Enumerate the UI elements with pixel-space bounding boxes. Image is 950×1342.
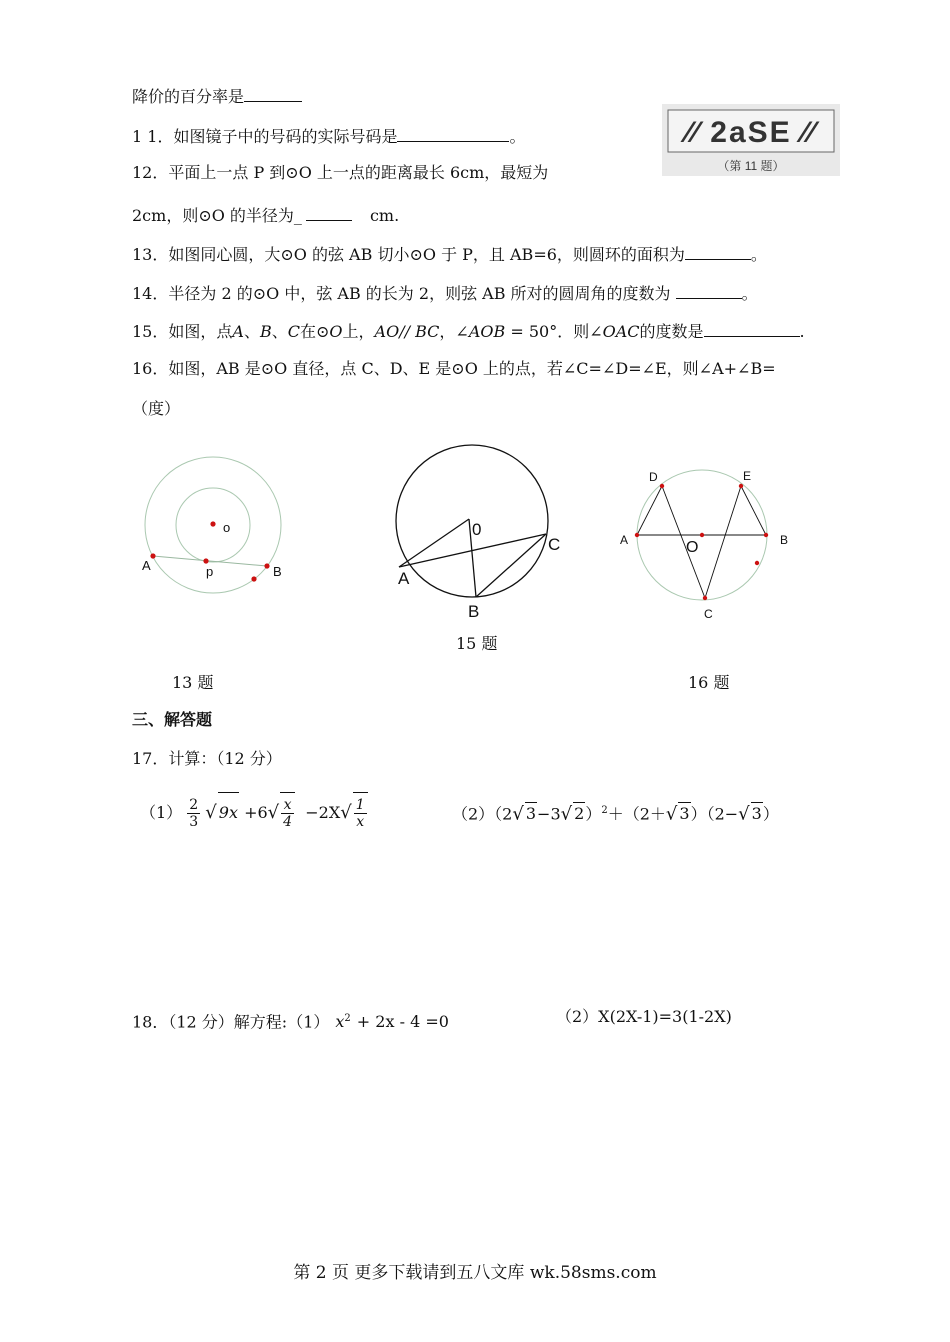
fig16-point-extra [755, 561, 759, 565]
q17-p2-label: （2）（2 [452, 804, 513, 824]
q17-p1-radicand-3 [353, 792, 368, 833]
q15-point-c: C [287, 322, 300, 341]
fig13-point-b [264, 563, 269, 568]
q15-tail: 的度数是 [639, 322, 704, 341]
fig13-caption: 13 题 [172, 673, 214, 692]
fig15-segment-bc [476, 534, 546, 597]
q14-text: 14．半径为 2 的⊙O 中，弦 AB 的长为 2，则弦 AB 所对的圆周角的度数为 [132, 284, 671, 303]
question-12-line1 [132, 162, 548, 184]
q17-p1-minus: −2X [305, 803, 341, 822]
plate-number: ⁄⁄ 2aSE ⁄⁄ [685, 116, 817, 149]
mirror-plate-image [662, 104, 840, 176]
figure-15 [390, 440, 580, 620]
q13-text: 13．如图同心圆，大⊙O 的弦 AB 切小⊙O 于 P，且 AB=6，则圆环的面积为 [132, 245, 685, 264]
answer-blank [685, 245, 751, 260]
figure-13 [140, 455, 290, 600]
q17-p2-plus: ＋（2＋ [607, 804, 666, 824]
q10-tail-line [132, 86, 302, 108]
q17-p1-label: （1） [140, 803, 183, 822]
radical-sign: √ [512, 803, 524, 825]
q15-sep: 、 [243, 322, 260, 341]
q17-part1 [140, 792, 368, 836]
q12b-unit: cm. [369, 206, 400, 225]
q12-text: 12．平面上一点 P 到⊙O 上一点的距离最长 6cm，最短为 [132, 163, 549, 182]
fig16-segment-ad [637, 486, 662, 535]
q17-p2-close: ） [585, 804, 602, 824]
fig16-segment-ce [705, 486, 741, 598]
fig16-label-a: A [620, 533, 629, 547]
fig13-point-o [210, 521, 215, 526]
q17-p1-fraction [187, 797, 200, 830]
question-11 [132, 126, 525, 148]
fig13-label-p: p [206, 564, 214, 579]
question-16-line2 [132, 398, 180, 420]
fraction-denominator: 3 [189, 814, 199, 830]
q17-p1-plus: +6 [244, 803, 268, 822]
fraction-numerator: 2 [189, 797, 199, 813]
radical-sign: √ [340, 802, 352, 823]
question-18 [132, 1008, 449, 1033]
q17-p2-square: 2 [601, 805, 608, 816]
fraction-denominator: 4 [283, 814, 293, 830]
q17-part2 [452, 800, 779, 825]
fig13-label-b: B [273, 564, 282, 579]
question-16-line1 [132, 358, 776, 380]
fig16-point-b [764, 533, 768, 537]
question-17-title: 17．计算：（12 分） [132, 749, 282, 768]
q17-p2-radicand-2: 2 [574, 804, 585, 824]
q15-on2: 上， [342, 322, 375, 341]
radical-sign: √ [560, 803, 573, 825]
q18-eq1-exponent: 2 [344, 1013, 351, 1024]
question-15 [132, 321, 805, 343]
fig16-caption: 16 题 [688, 673, 730, 692]
question-12-line2 [132, 205, 399, 227]
fraction-numerator: 1 [355, 797, 365, 813]
fig16-segment-dc [662, 486, 705, 598]
radical-sign: √ [205, 802, 217, 823]
q15-end: . [799, 322, 805, 341]
fig16-point-e [739, 484, 743, 488]
q15-pre: 15．如图，点 [132, 322, 233, 341]
fig16-label-c: C [704, 607, 713, 621]
q17-p2-radicand-4: 3 [751, 804, 762, 824]
mirror-plate-svg [662, 104, 840, 176]
q11-end: 。 [509, 127, 526, 146]
fig16-label-o: O [686, 539, 699, 556]
q18-eq1-rest: + 2x - 4 =0 [356, 1012, 449, 1032]
plate-caption: （第 11 题） [717, 159, 785, 173]
fig16-point-o [700, 533, 704, 537]
q17-p1-radicand-1: 9x [218, 792, 239, 833]
fig13-label-o: o [223, 520, 231, 535]
q15-value: = 50°．则 [510, 322, 590, 341]
fig16-point-d [660, 484, 664, 488]
q15-sep: 、 [271, 322, 288, 341]
fraction-numerator: x [281, 797, 294, 814]
q13-end: 。 [750, 245, 767, 264]
fig13-point-extra [251, 576, 256, 581]
q17-p2-radicand-3: 3 [679, 804, 690, 824]
q18-eq1-x: x [335, 1012, 345, 1032]
answer-blank [704, 322, 800, 337]
answer-blank [244, 87, 302, 102]
page-footer: 第 2 页 更多下载请到五八文库 wk.58sms.com [293, 1263, 657, 1283]
fraction-denominator: x [356, 814, 365, 830]
question-14 [132, 283, 758, 305]
q15-on: 在 [299, 322, 316, 341]
answer-blank [306, 206, 352, 221]
q17-p2-minus: −3 [537, 804, 561, 824]
fig15-label-b: B [468, 602, 480, 620]
q16-text: 16．如图，AB 是⊙O 直径，点 C、D、E 是⊙O 上的点，若∠C=∠D=∠E，则∠A+∠B= [132, 359, 776, 378]
q15-angle-aob: ∠AOB [455, 322, 506, 341]
fig16-point-a [635, 533, 639, 537]
radical-sign: √ [738, 803, 750, 825]
q15-parallel: AO// BC [374, 322, 440, 341]
q11-text: 1 1．如图镜子中的号码的实际号码是 [132, 127, 398, 146]
q15-circle: ⊙O [316, 322, 343, 341]
q17-p2-end: ） [762, 804, 779, 824]
q15-point-a: A [232, 322, 244, 341]
q15-comma: ， [439, 322, 456, 341]
q17-p1-radicand-2 [280, 792, 295, 833]
fig15-caption: 15 题 [456, 634, 498, 653]
fig16-label-e: E [743, 469, 752, 483]
answer-blank [397, 127, 509, 142]
q15-point-b: B [259, 322, 272, 341]
q17-p2-radicand-1: 3 [525, 804, 537, 824]
fig16-label-d: D [649, 470, 658, 484]
fig15-label-a: A [398, 569, 410, 588]
q18-part2: （2）X(2X-1)=3(1-2X) [556, 1007, 732, 1026]
q15-angle-oac: ∠OAC [589, 322, 640, 341]
fig13-point-a [150, 553, 155, 558]
radical-sign: √ [267, 802, 280, 823]
radical-sign: √ [665, 803, 678, 825]
fig13-point-p [203, 558, 208, 563]
fig16-point-c [703, 596, 707, 600]
answer-blank [676, 284, 742, 299]
q16b-text: （度） [132, 399, 181, 418]
figure-16 [612, 462, 802, 627]
fig13-label-a: A [142, 558, 151, 573]
q12b-text: 2cm，则⊙O 的半径为_ [132, 206, 302, 225]
q14-end: 。 [741, 284, 758, 303]
section-3-title: 三、解答题 [132, 710, 213, 729]
fig16-label-b: B [780, 533, 789, 547]
fig15-label-o: 0 [472, 520, 482, 539]
q17-p2-mid: ）（2− [690, 804, 739, 824]
fig15-label-c: C [548, 535, 561, 554]
q10-tail-text: 降价的百分率是 [132, 87, 245, 106]
question-13 [132, 244, 767, 266]
q18-title: 18．（12 分）解方程:（1） [132, 1012, 330, 1032]
